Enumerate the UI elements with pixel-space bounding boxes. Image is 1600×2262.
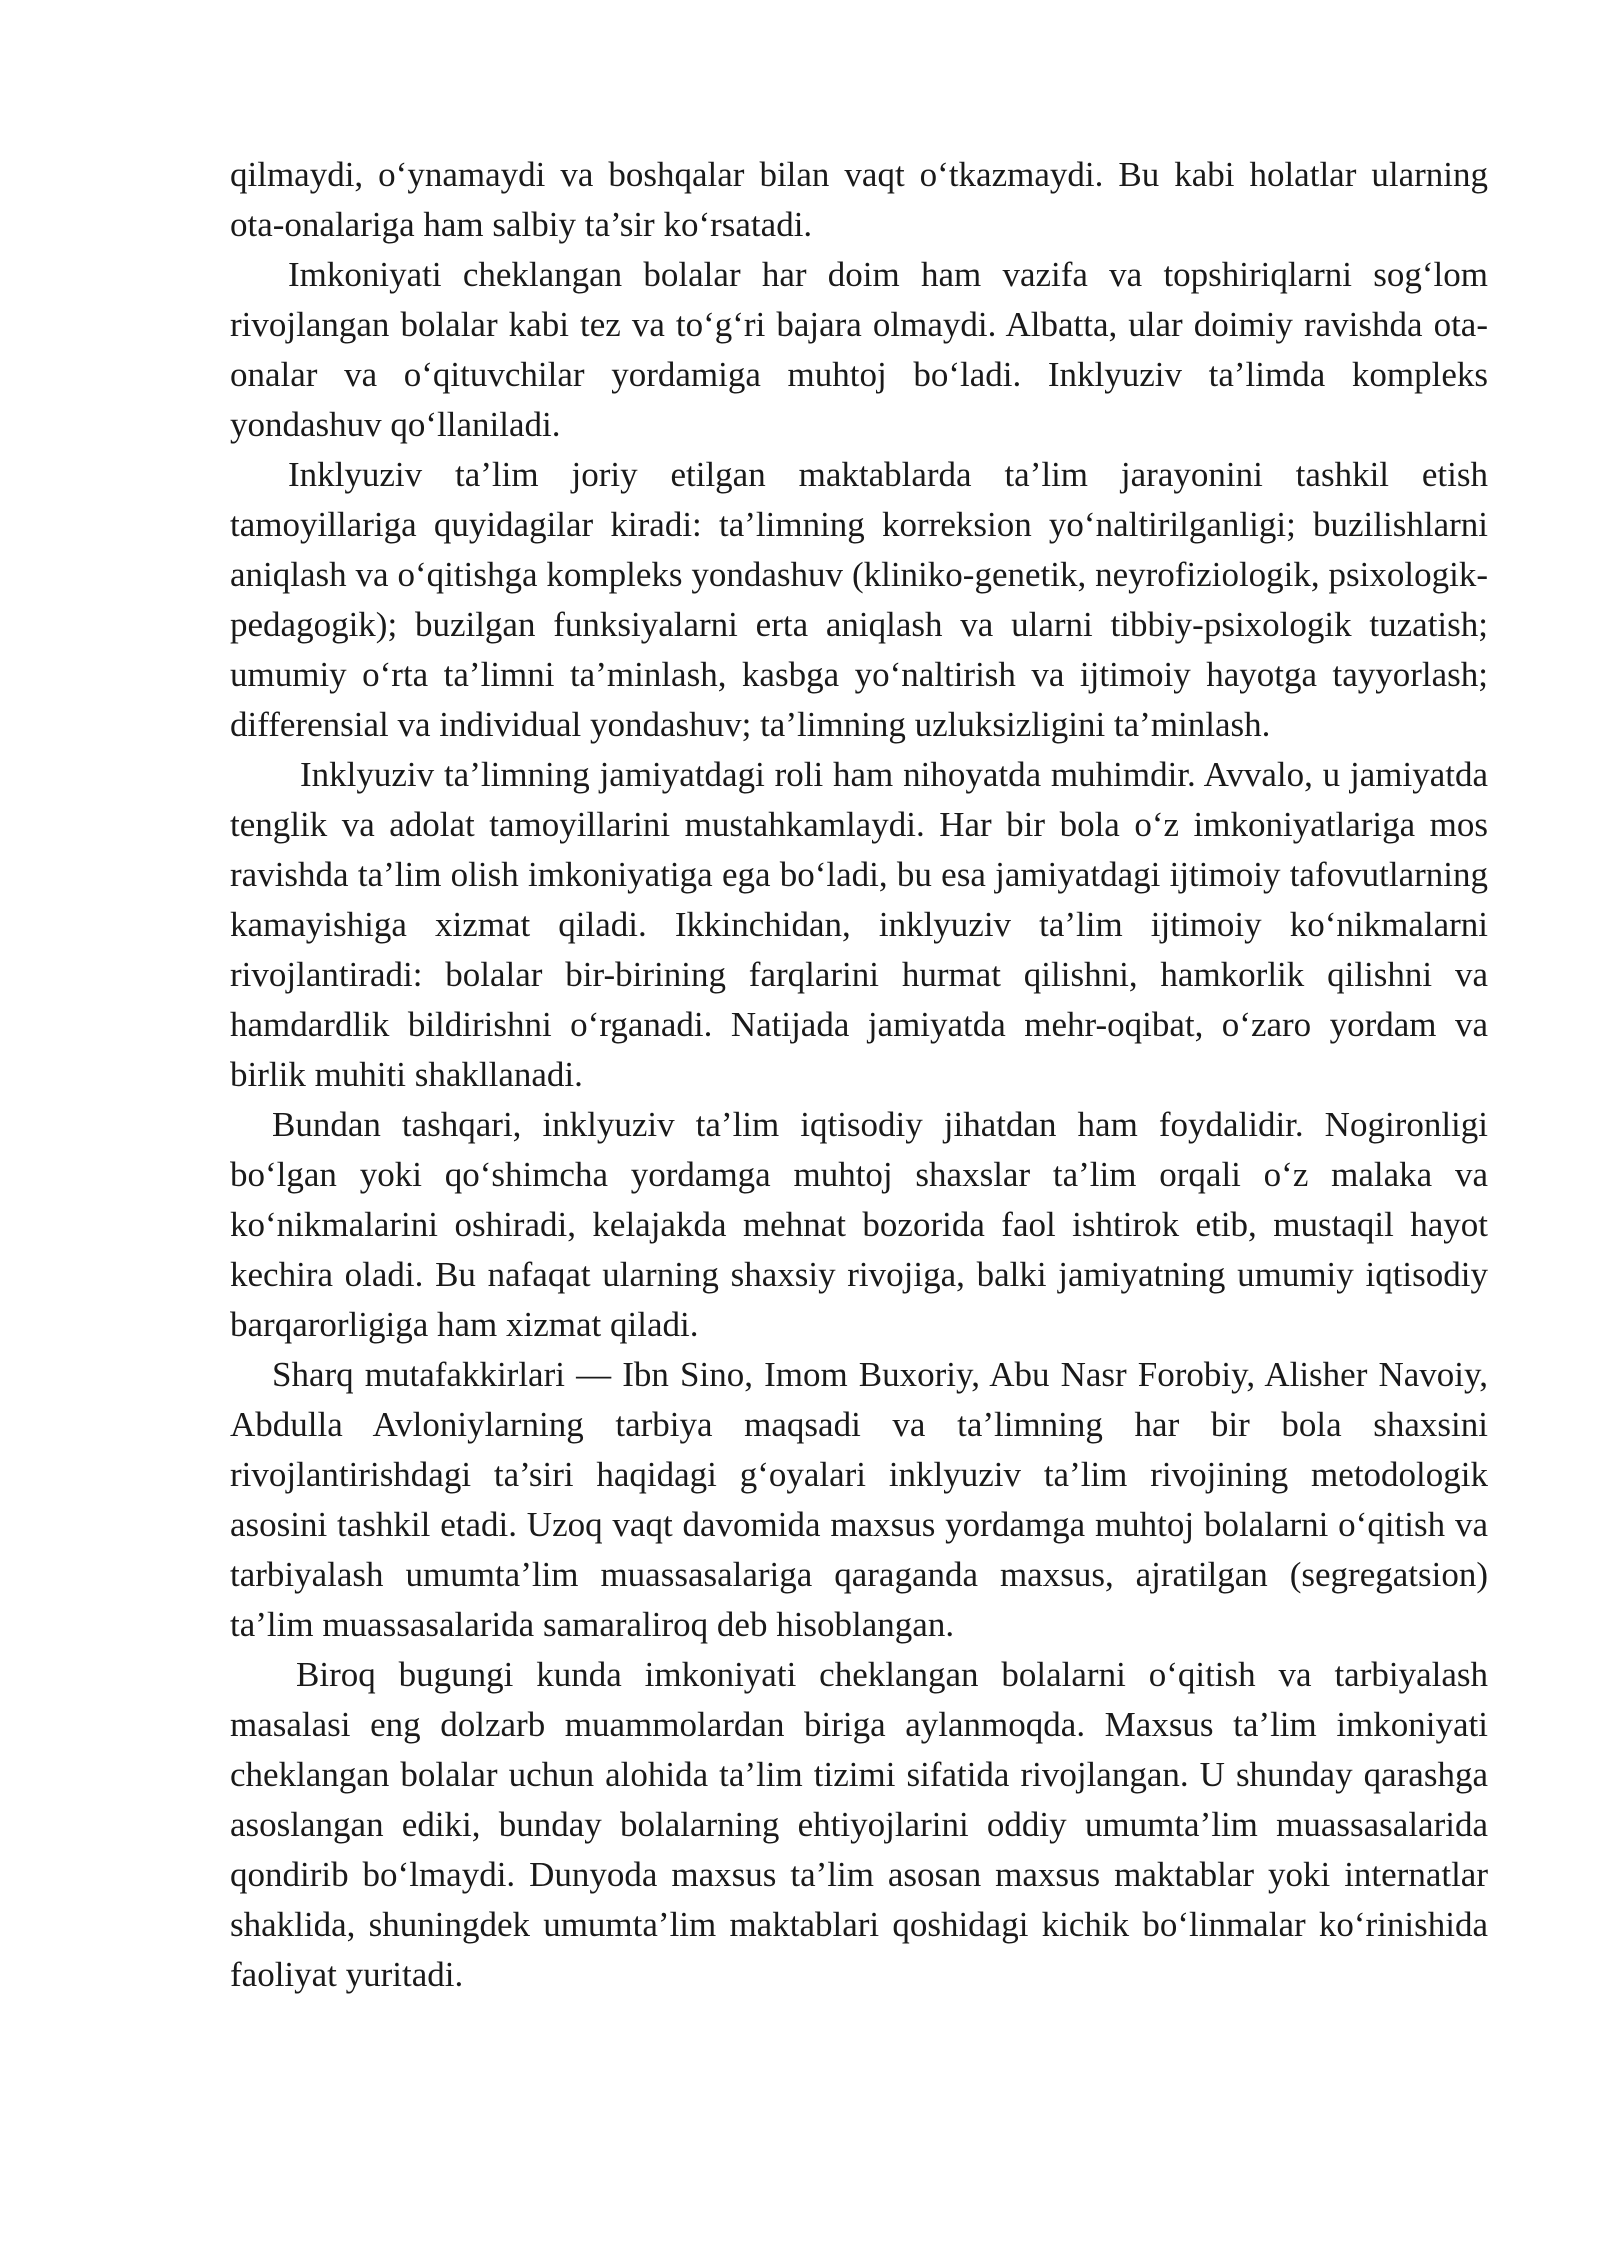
document-page — [230, 150, 1488, 2000]
paragraph-special-education: Biroq bugungi kunda imkoniyati cheklangan bolalarni o‘qitish va tarbiyalash masalasi eng dolzarb muammolardan biriga aylanmoqda. Maxsus ta’lim imkoniyati cheklangan bolalar uchun alohida ta’lim tizimi sifatida rivojlangan. U shunday qarashga asoslangan ediki, bunday bolalarning ehtiyojlarini oddiy umumta’lim muassasalarida qondirib bo‘lmaydi. Dunyoda maxsus ta’lim asosan maxsus maktablar yoki internatlar shaklida, shuningdek umumta’lim maktablari qoshidagi kichik bo‘linmalar ko‘rinishida faoliyat yuritadi. — [230, 1655, 1488, 1994]
paragraph-continuation: qilmaydi, o‘ynamaydi va boshqalar bilan vaqt o‘tkazmaydi. Bu kabi holatlar ularning ota-onalariga ham salbiy ta’sir ko‘rsatadi. — [230, 155, 1488, 244]
paragraph-eastern-thinkers: Sharq mutafakkirlari — Ibn Sino, Imom Buxoriy, Abu Nasr Forobiy, Alisher Navoiy, Abdulla Avloniylarning tarbiya maqsadi va ta’limning har bir bola shaxsini rivojlantirishdagi ta’siri haqidagi g‘oyalari inklyuziv ta’lim rivojining metodologik asosini tashkil etadi. Uzoq vaqt davomida maxsus yordamga muhtoj bolalarni o‘qitish va tarbiyalash umumta’lim muassasalariga qaraganda maxsus, ajratilgan (segregatsion) ta’lim muassasalarida samaraliroq deb hisoblangan. — [230, 1355, 1488, 1644]
paragraph-limited-abilities: Imkoniyati cheklangan bolalar har doim ham vazifa va topshiriqlarni sog‘lom rivojlangan bolalar kabi tez va to‘g‘ri bajara olmaydi. Albatta, ular doimiy ravishda ota-onalar va o‘qituvchilar yordamiga muhtoj bo‘ladi. Inklyuziv ta’limda kompleks yondashuv qo‘llaniladi. — [230, 255, 1488, 444]
paragraph-society-role: Inklyuziv ta’limning jamiyatdagi roli ham nihoyatda muhimdir. Avvalo, u jamiyatda tenglik va adolat tamoyillarini mustahkamlaydi. Har bir bola o‘z imkoniyatlariga mos ravishda ta’lim olish imkoniyatiga ega bo‘ladi, bu esa jamiyatdagi ijtimoiy tafovutlarning kamayishiga xizmat qiladi. Ikkinchidan, inklyuziv ta’lim ijtimoiy ko‘nikmalarni rivojlantiradi: bolalar bir-birining farqlarini hurmat qilishni, hamkorlik qilishni va hamdardlik bildirishni o‘rganadi. Natijada jamiyatda mehr-oqibat, o‘zaro yordam va birlik muhiti shakllanadi. — [230, 755, 1488, 1094]
paragraph-inclusive-principles: Inklyuziv ta’lim joriy etilgan maktablarda ta’lim jarayonini tashkil etish tamoyillariga quyidagilar kiradi: ta’limning korreksion yo‘naltirilganligi; buzilishlarni aniqlash va o‘qitishga kompleks yondashuv (kliniko-genetik, neyrofiziologik, psixologik-pedagogik); buzilgan funksiyalarni erta aniqlash va ularni tibbiy-psixologik tuzatish; umumiy o‘rta ta’limni ta’minlash, kasbga yo‘naltirish va ijtimoiy hayotga tayyorlash; differensial va individual yondashuv; ta’limning uzluksizligini ta’minlash. — [230, 455, 1488, 744]
paragraph-economic-benefit: Bundan tashqari, inklyuziv ta’lim iqtisodiy jihatdan ham foydalidir. Nogironligi bo‘lgan yoki qo‘shimcha yordamga muhtoj shaxslar ta’lim orqali o‘z malaka va ko‘nikmalarini oshiradi, kelajakda mehnat bozorida faol ishtirok etib, mustaqil hayot kechira oladi. Bu nafaqat ularning shaxsiy rivojiga, balki jamiyatning umumiy iqtisodiy barqarorligiga ham xizmat qiladi. — [230, 1105, 1488, 1344]
